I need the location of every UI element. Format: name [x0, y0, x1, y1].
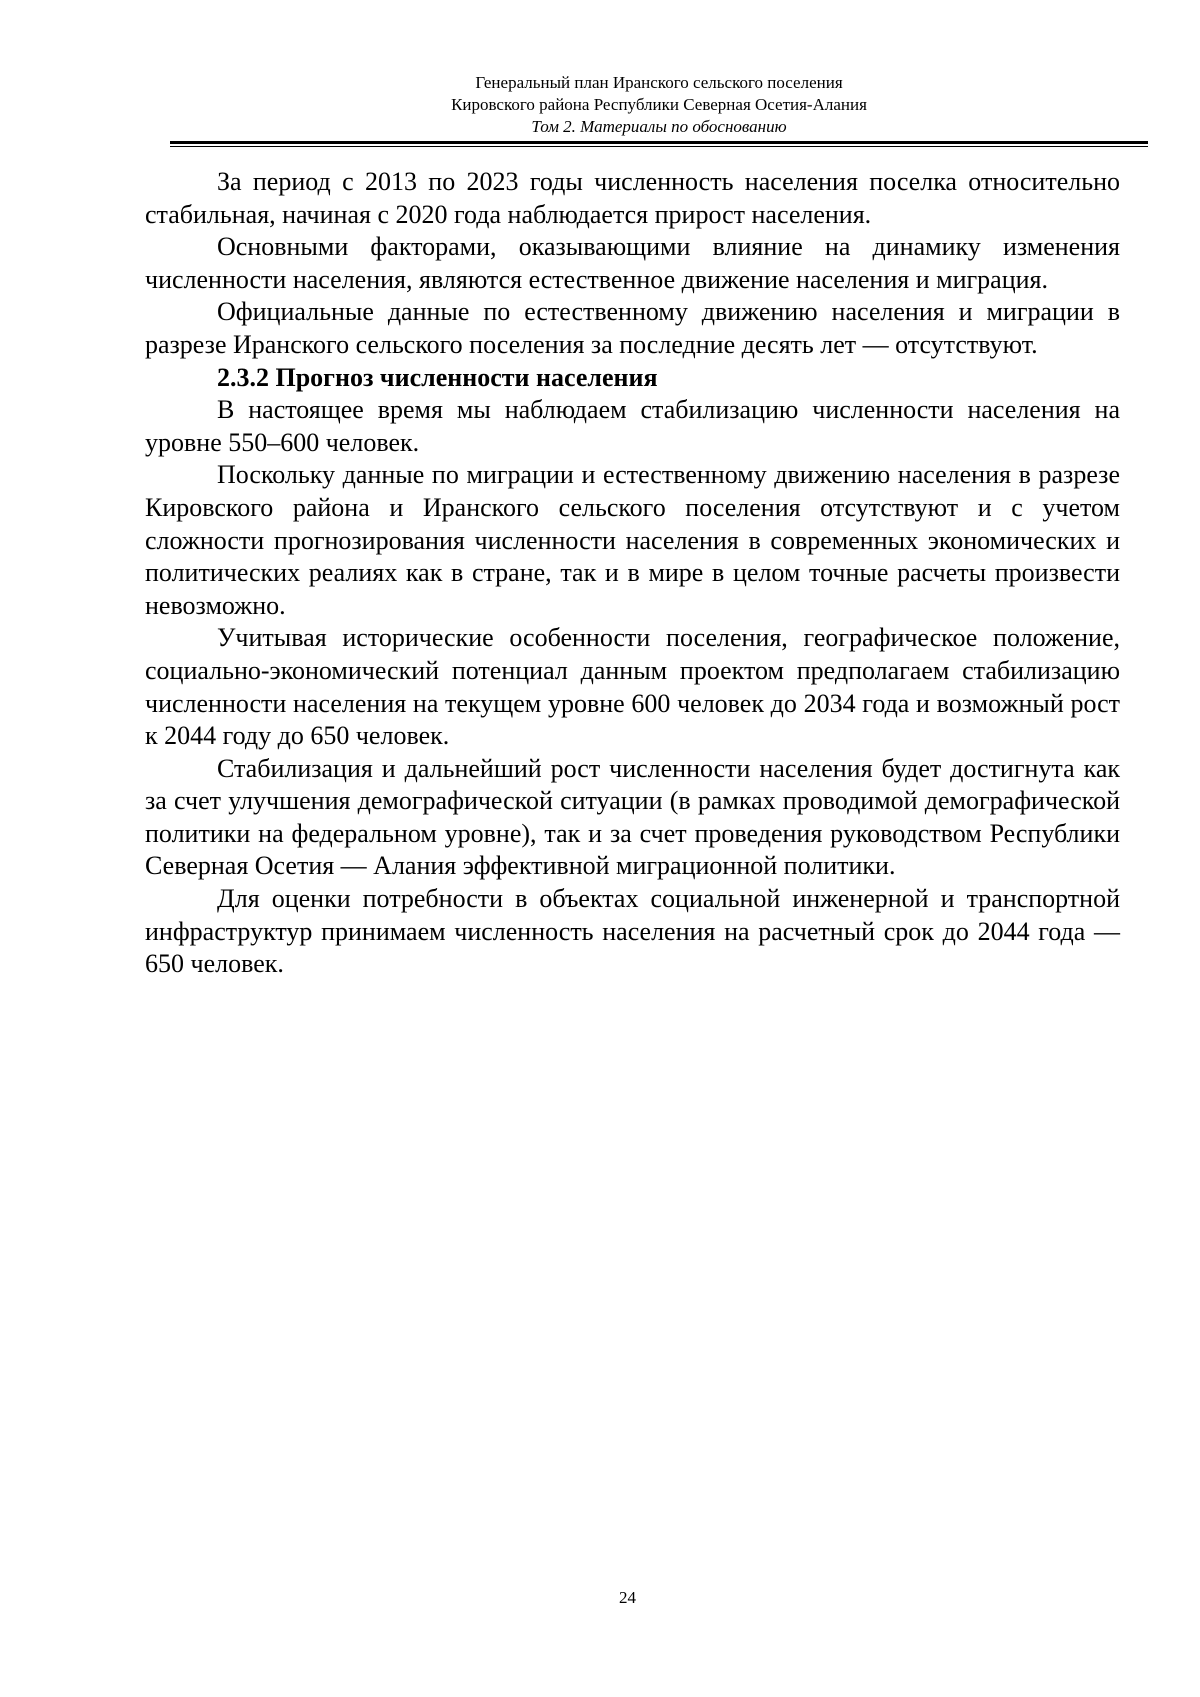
paragraph: Для оценки потребности в объектах социальной инженерной и транспортной инфраструктур принимаем численность населения на расчетный срок до 2044 года — 650 человек. [145, 884, 1120, 979]
header-title-line-2: Кировского района Республики Северная Осетия-Алания [451, 95, 867, 114]
running-header [170, 72, 1148, 138]
paragraph: В настоящее время мы наблюдаем стабилизацию численности населения на уровне 550–600 человек. [145, 395, 1120, 457]
header-volume-line: Том 2. Материалы по обоснованию [531, 117, 787, 136]
section-heading: 2.3.2 Прогноз численности населения [217, 362, 658, 392]
page-number: 24 [619, 1588, 636, 1607]
header-divider-thick [170, 141, 1148, 144]
paragraph: За период с 2013 по 2023 годы численность населения поселка относительно стабильная, начиная с 2020 года наблюдается прирост населения. [145, 167, 1120, 229]
header-divider-thin [170, 146, 1148, 147]
paragraph: Основными факторами, оказывающими влияние на динамику изменения численности населения, являются естественное движение населения и миграция. [145, 232, 1120, 294]
paragraph: Стабилизация и дальнейший рост численности населения будет достигнута как за счет улучшения демографической ситуации (в рамках проводимой демографической политики на федеральном уровне), так и за счет проведения руководством Республики Северная Осетия — Алания эффективной миграционной политики. [145, 753, 1120, 881]
paragraph: Учитывая исторические особенности поселения, географическое положение, социально-экономический потенциал данным проектом предполагаем стабилизацию численности населения на текущем уровне 600 человек до 2034 года и возможный рост к 2044 году до 650 человек. [145, 623, 1120, 751]
body-text [145, 166, 1120, 981]
header-title-line-1: Генеральный план Иранского сельского поселения [475, 73, 843, 92]
header-divider [170, 141, 1148, 148]
paragraph: Поскольку данные по миграции и естественному движению населения в разрезе Кировского района и Иранского сельского поселения отсутствуют и с учетом сложности прогнозирования численности населения в современных экономических и политических реалиях как в стране, так и в мире в целом точные расчеты произвести невозможно. [145, 460, 1120, 620]
paragraph: Официальные данные по естественному движению населения и миграции в разрезе Иранского сельского поселения за последние десять лет — отсутствуют. [145, 297, 1120, 359]
